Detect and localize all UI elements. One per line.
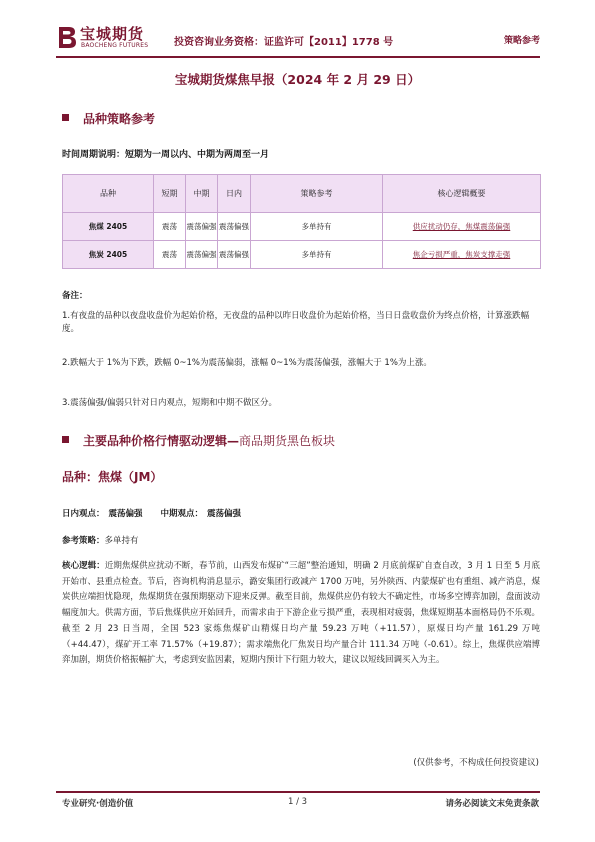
column-header: 品种 [63, 175, 154, 213]
intraday-cell: 震荡偏强 [218, 213, 251, 241]
table-header-row [63, 175, 541, 213]
disclaimer-text: (仅供参考，不构成任何投资建议) [413, 758, 539, 768]
variety-heading: 品种：焦煤（JM） [62, 470, 163, 484]
table-row [63, 213, 541, 241]
strategy-table [62, 174, 541, 269]
mid-term-cell: 震荡偏强 [186, 213, 218, 241]
note-item: 2.跌幅大于 1%为下跌，跌幅 0~1%为震荡偏弱，涨幅 0~1%为震荡偏强，涨幅大于 1%为上涨。 [62, 358, 432, 368]
header-divider [56, 56, 540, 58]
core-logic-link[interactable]: 供应扰动仍存，焦煤震荡偏强 [383, 213, 541, 241]
table-row [63, 241, 541, 269]
page-number: 1 / 3 [287, 797, 308, 807]
brand-name-en: BAOCHENG FUTURES [81, 42, 149, 49]
reference-strategy [62, 534, 139, 546]
footer-slogan: 专业研究·创造价值 [62, 799, 134, 809]
column-header: 中期 [186, 175, 218, 213]
intraday-view-value: 震荡偏强 [108, 509, 143, 519]
reference-label: 参考策略： [62, 536, 105, 546]
mid-term-cell: 震荡偏强 [186, 241, 218, 269]
variety-cell: 焦炭 2405 [63, 241, 154, 269]
mid-view-value: 震荡偏强 [207, 509, 242, 519]
views-line [62, 507, 241, 519]
short-term-cell: 震荡 [154, 213, 186, 241]
note-item: 1.有夜盘的品种以夜盘收盘价为起始价格，无夜盘的品种以昨日收盘价为起始价格，当日日盘收盘价为终点价格，计算涨跌幅度。 [62, 311, 530, 334]
core-logic-paragraph [62, 559, 540, 669]
intraday-view-label: 日内观点： [62, 509, 105, 519]
page-header [56, 22, 540, 54]
notes-title: 备注： [62, 291, 88, 301]
strategy-cell: 多单持有 [251, 213, 383, 241]
section-heading-strategy: 品种策略参考 [62, 110, 155, 127]
intraday-cell: 震荡偏强 [218, 241, 251, 269]
period-note: 时间周期说明：短期为一周以内、中期为两周至一月 [62, 150, 270, 160]
mid-view-label: 中期观点： [160, 509, 204, 519]
section-heading-drivers: 主要品种价格行情驱动逻辑—商品期货黑色板块 [62, 432, 335, 449]
brand-logo-icon [56, 24, 78, 50]
reference-value: 多单持有 [104, 536, 139, 546]
column-header: 日内 [218, 175, 251, 213]
column-header: 核心逻辑概要 [383, 175, 541, 213]
footer-disclaimer-note: 请务必阅读文末免责条款 [445, 799, 539, 809]
note-item: 3.震荡偏强/偏弱只针对日内观点，短期和中期不做区分。 [62, 398, 277, 408]
strategy-cell: 多单持有 [251, 241, 383, 269]
square-bullet-icon [62, 436, 69, 443]
footer-divider [56, 791, 540, 793]
qualification-text: 投资咨询业务资格：证监许可【2011】1778 号 [174, 37, 394, 48]
core-logic-link[interactable]: 焦企亏损严重，焦炭支撑走强 [383, 241, 541, 269]
core-logic-label: 核心逻辑： [62, 561, 105, 571]
square-bullet-icon [62, 114, 69, 121]
brand-name: 宝城期货 [80, 25, 145, 43]
document-title: 宝城期货煤焦早报（2024 年 2 月 29 日） [174, 72, 421, 87]
core-logic-text: 近期焦煤供应扰动不断，春节前，山西发布煤矿“三超”整治通知，明确 2 月底前煤矿自查自改，3 月 1 日至 5 月底开始市、县重点检查。节后，咨询机构消息显示，潞安集团行政减产 1700 万吨，另外陕西、内蒙煤矿也有重组、减产消息，煤炭供应端担忧隐现，焦煤期货在强预期驱动下迎来反弹。截至目前，焦煤供应仍有较大不确定性，市场多空博弈加剧，盘面波动幅度加大。供需方面，节后焦煤供应开始回升，而需求由于下游企业亏损严重，表现相对疲弱，焦煤短期基本面格局仍不乐观。截至 2 月 23 日当周，全国 523 家炼焦煤矿山精煤日均产量 59.23 万吨（+11.57），原煤日均产量 161.29 万吨（+44.47），煤矿开工率 71.57%（+19.87）；需求端焦化厂焦炭日均产量合计 111.34 万吨（-0.61）。综上，焦煤供应端博弈加剧，期货价格振幅扩大，考虑到安监因素，短期内预计下行阻力较大，建议以短线回调买入为主。 [62, 561, 540, 666]
column-header: 策略参考 [251, 175, 383, 213]
variety-cell: 焦煤 2405 [63, 213, 154, 241]
report-type: 策略参考 [503, 36, 540, 46]
short-term-cell: 震荡 [154, 241, 186, 269]
column-header: 短期 [154, 175, 186, 213]
